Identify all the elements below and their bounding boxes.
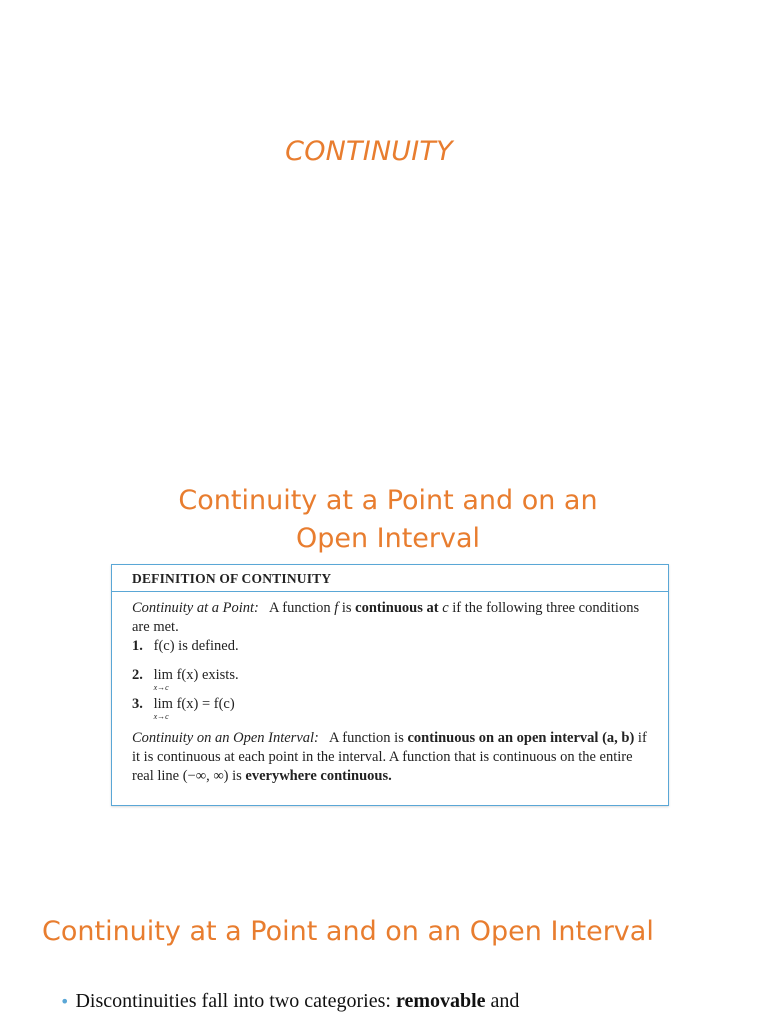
condition-text: f(x) exists.: [172, 667, 239, 683]
open-text-a: A function is: [328, 730, 408, 746]
slide-heading: Continuity at a Point and on an Open Interval: [42, 916, 654, 947]
open-label: Continuity on an Open Interval:: [132, 730, 319, 746]
limit-symbol: [153, 666, 173, 692]
limit-word: lim: [153, 696, 173, 712]
limit-subscript: x→c: [153, 683, 169, 692]
point-c: c: [442, 600, 449, 616]
limit-symbol: [153, 695, 173, 721]
condition-text: f(c) is defined.: [153, 638, 239, 654]
bullet-item: [60, 990, 519, 1013]
bullet-bold: removable: [395, 990, 486, 1012]
condition-number: 1.: [132, 638, 143, 654]
condition-number: 2.: [132, 667, 143, 683]
open-bold-b: everywhere continuous.: [245, 768, 392, 784]
point-definition: [132, 599, 648, 637]
condition-3: [132, 695, 648, 721]
bullet-tail: and: [485, 990, 520, 1012]
open-bold-a: continuous on an open interval (a, b): [407, 730, 635, 746]
point-text-c: if the following three conditions are met.: [132, 600, 640, 635]
bullet-icon: •: [60, 992, 70, 1011]
definition-header: DEFINITION OF CONTINUITY: [112, 565, 668, 592]
open-interval-definition: [132, 729, 648, 786]
condition-2: [132, 666, 648, 692]
definition-body: [112, 592, 668, 786]
condition-number: 3.: [132, 696, 143, 712]
definition-box: [111, 564, 669, 806]
point-text-b: is: [338, 600, 356, 616]
limit-subscript: x→c: [153, 712, 169, 721]
slide-title: CONTINUITY: [285, 136, 453, 167]
condition-1: [132, 637, 648, 655]
point-text-a: A function: [268, 600, 335, 616]
slide-heading: Continuity at a Point and on an Open Interval: [178, 485, 598, 554]
bullet-text: Discontinuities fall into two categories:: [75, 990, 396, 1012]
open-text-b: if it is continuous at each point in the interval. A function that is continuous on the entire real line (−∞, ∞) is: [132, 730, 647, 784]
point-f: f: [334, 600, 339, 616]
limit-word: lim: [153, 667, 173, 683]
point-label: Continuity at a Point:: [132, 600, 259, 616]
condition-text: f(x) = f(c): [172, 696, 235, 712]
point-bold: continuous at: [355, 600, 443, 616]
